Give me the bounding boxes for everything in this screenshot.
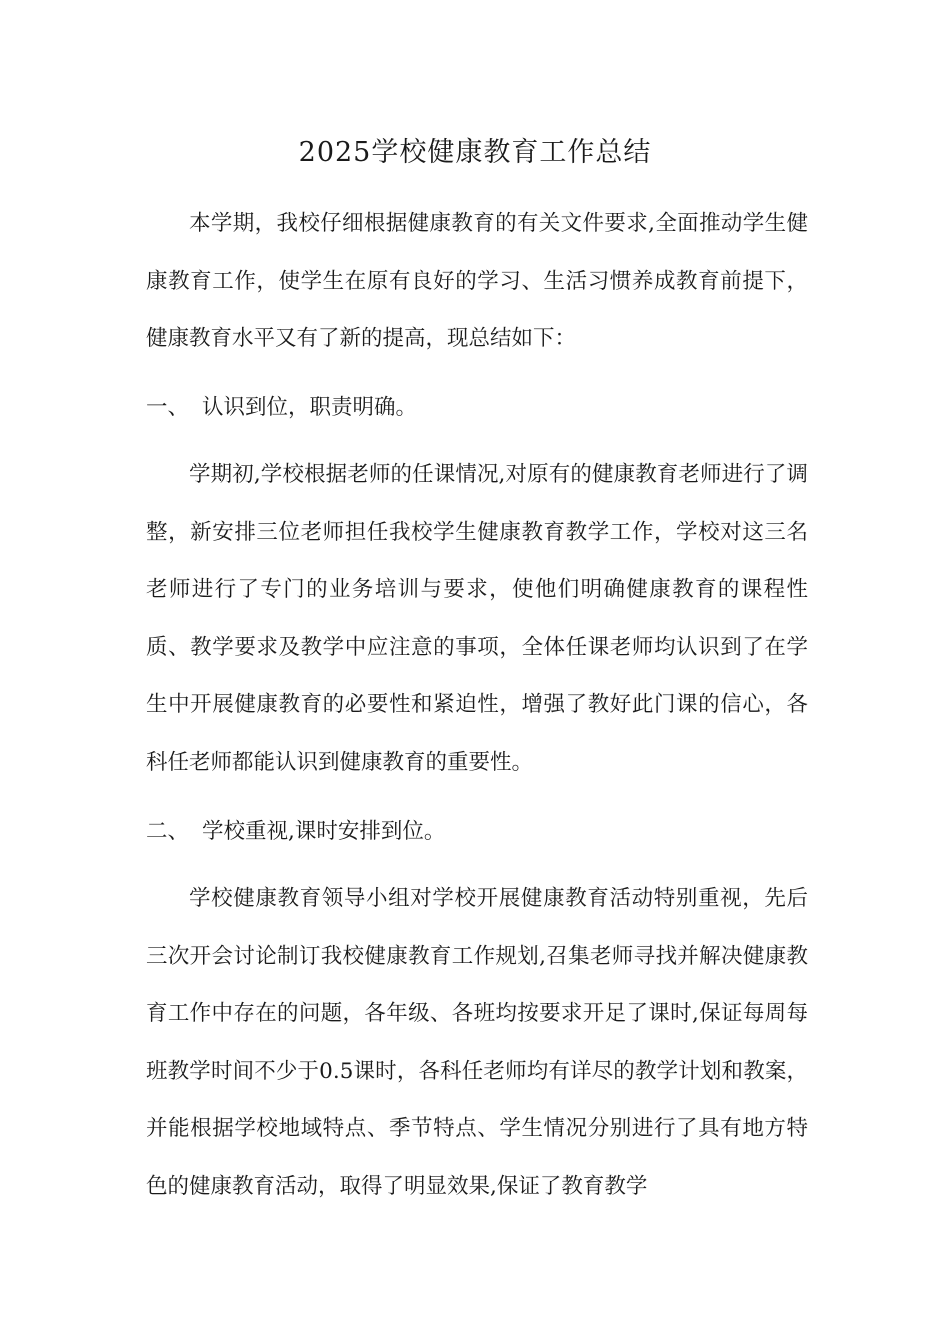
section-1-title: 认识到位，职责明确。	[202, 395, 418, 420]
section-2-paragraph: 学校健康教育领导小组对学校开展健康教育活动特别重视，先后三次开会讨论制订我校健康教育工作规划,召集老师寻找并解决健康教育工作中存在的问题，各年级、各班均按要求开足了课时,保证每周每班教学时间不少于0.5课时，各科任老师均有详尽的教学计划和教案，并能根据学校地域特点、季节特点、学生情况分别进行了具有地方特色的健康教育活动，取得了明显效果,保证了教育教学	[146, 886, 808, 1199]
section-2-number: 二、	[146, 819, 190, 844]
intro-paragraph: 本学期，我校仔细根据健康教育的有关文件要求,全面推动学生健康教育工作，使学生在原有良好的学习、生活习惯养成教育前提下，健康教育水平又有了新的提高，现总结如下：	[146, 211, 808, 351]
document-title: 2025学校健康教育工作总结	[298, 137, 652, 168]
section-1-paragraph: 学期初,学校根据老师的任课情况,对原有的健康教育老师进行了调整，新安排三位老师担任我校学生健康教育教学工作，学校对这三名老师进行了专门的业务培训与要求，使他们明确健康教育的课程性质、教学要求及教学中应注意的事项，全体任课老师均认识到了在学生中开展健康教育的必要性和紧迫性，增强了教好此门课的信心，各科任老师都能认识到健康教育的重要性。	[146, 462, 808, 775]
section-1-number: 一、	[146, 395, 190, 420]
section-2-title: 学校重视,课时安排到位。	[202, 819, 446, 844]
section-2-heading	[146, 817, 808, 847]
section-1-heading	[146, 393, 808, 423]
